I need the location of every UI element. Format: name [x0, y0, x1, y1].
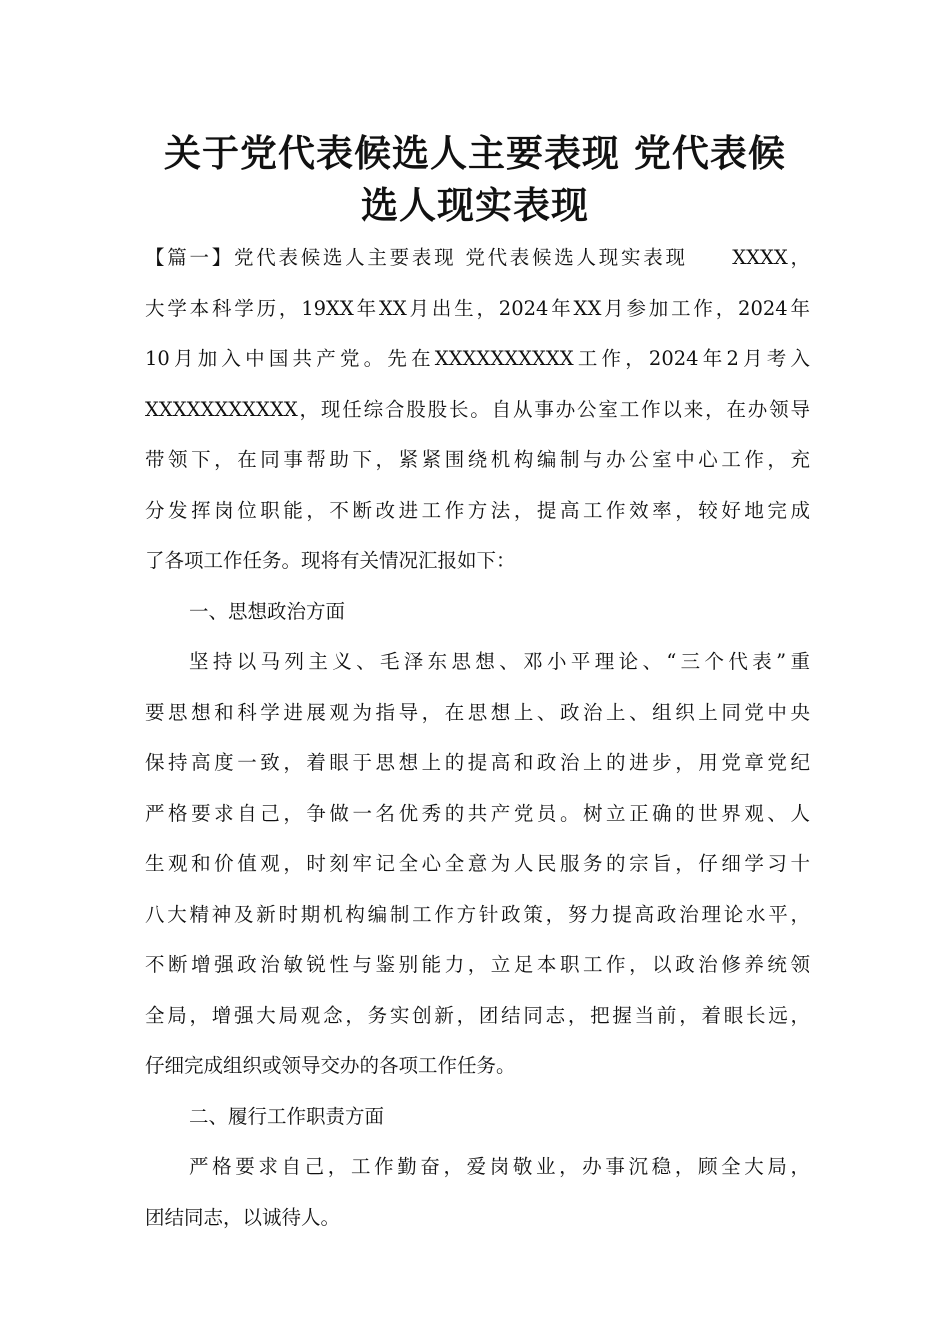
body-line: 大学本科学历，19XX年XX月出生，2024年XX月参加工作，2024年 — [145, 296, 810, 320]
body-line: 生观和价值观，时刻牢记全心全意为人民服务的宗旨，仔细学习十 — [145, 852, 810, 875]
body-line: 带领下，在同事帮助下，紧紧围绕机构编制与办公室中心工作，充 — [145, 448, 810, 471]
body-line: 10月加入中国共产党。先在XXXXXXXXXX工作，2024年2月考入 — [145, 347, 810, 370]
body-line: 八大精神及新时期机构编制工作方针政策，努力提高政治理论水平， — [145, 902, 810, 926]
body-line: 不断增强政治敏锐性与鉴别能力，立足本职工作，以政治修养统领 — [145, 953, 810, 976]
body-line: 保持高度一致，着眼于思想上的提高和政治上的进步，用党章党纪 — [145, 751, 810, 774]
document-body — [145, 233, 810, 1243]
body-line: 【篇一】党代表候选人主要表现 党代表候选人现实表现 XXXX， — [145, 246, 810, 269]
body-line: 要思想和科学进展观为指导，在思想上、政治上、组织上同党中央 — [145, 700, 810, 724]
body-line: 仔细完成组织或领导交办的各项工作任务。 — [145, 1054, 516, 1077]
body-line: 全局，增强大局观念，务实创新，团结同志，把握当前，着眼长远， — [145, 1003, 810, 1027]
body-line: 了各项工作任务。现将有关情况汇报如下： — [145, 549, 516, 572]
document-title-line-1: 关于党代表候选人主要表现 党代表候 — [164, 132, 786, 175]
section-heading-2: 二、履行工作职责方面 — [189, 1104, 385, 1128]
document-title-line-2: 选人现实表现 — [361, 184, 589, 227]
body-line: 分发挥岗位职能，不断改进工作方法，提高工作效率，较好地完成 — [145, 498, 810, 522]
section-heading-1: 一、思想政治方面 — [189, 599, 346, 623]
body-line: 严格要求自己，争做一名优秀的共产党员。树立正确的世界观、人 — [145, 801, 810, 825]
body-line: 团结同志，以诚待人。 — [145, 1205, 341, 1229]
body-line: 严格要求自己，工作勤奋，爱岗敬业，办事沉稳，顾全大局， — [189, 1155, 810, 1178]
body-line: XXXXXXXXXXX，现任综合股股长。自从事办公室工作以来，在办领导 — [145, 397, 810, 421]
body-line: 坚持以马列主义、毛泽东思想、邓小平理论、“三个代表”重 — [189, 650, 810, 673]
